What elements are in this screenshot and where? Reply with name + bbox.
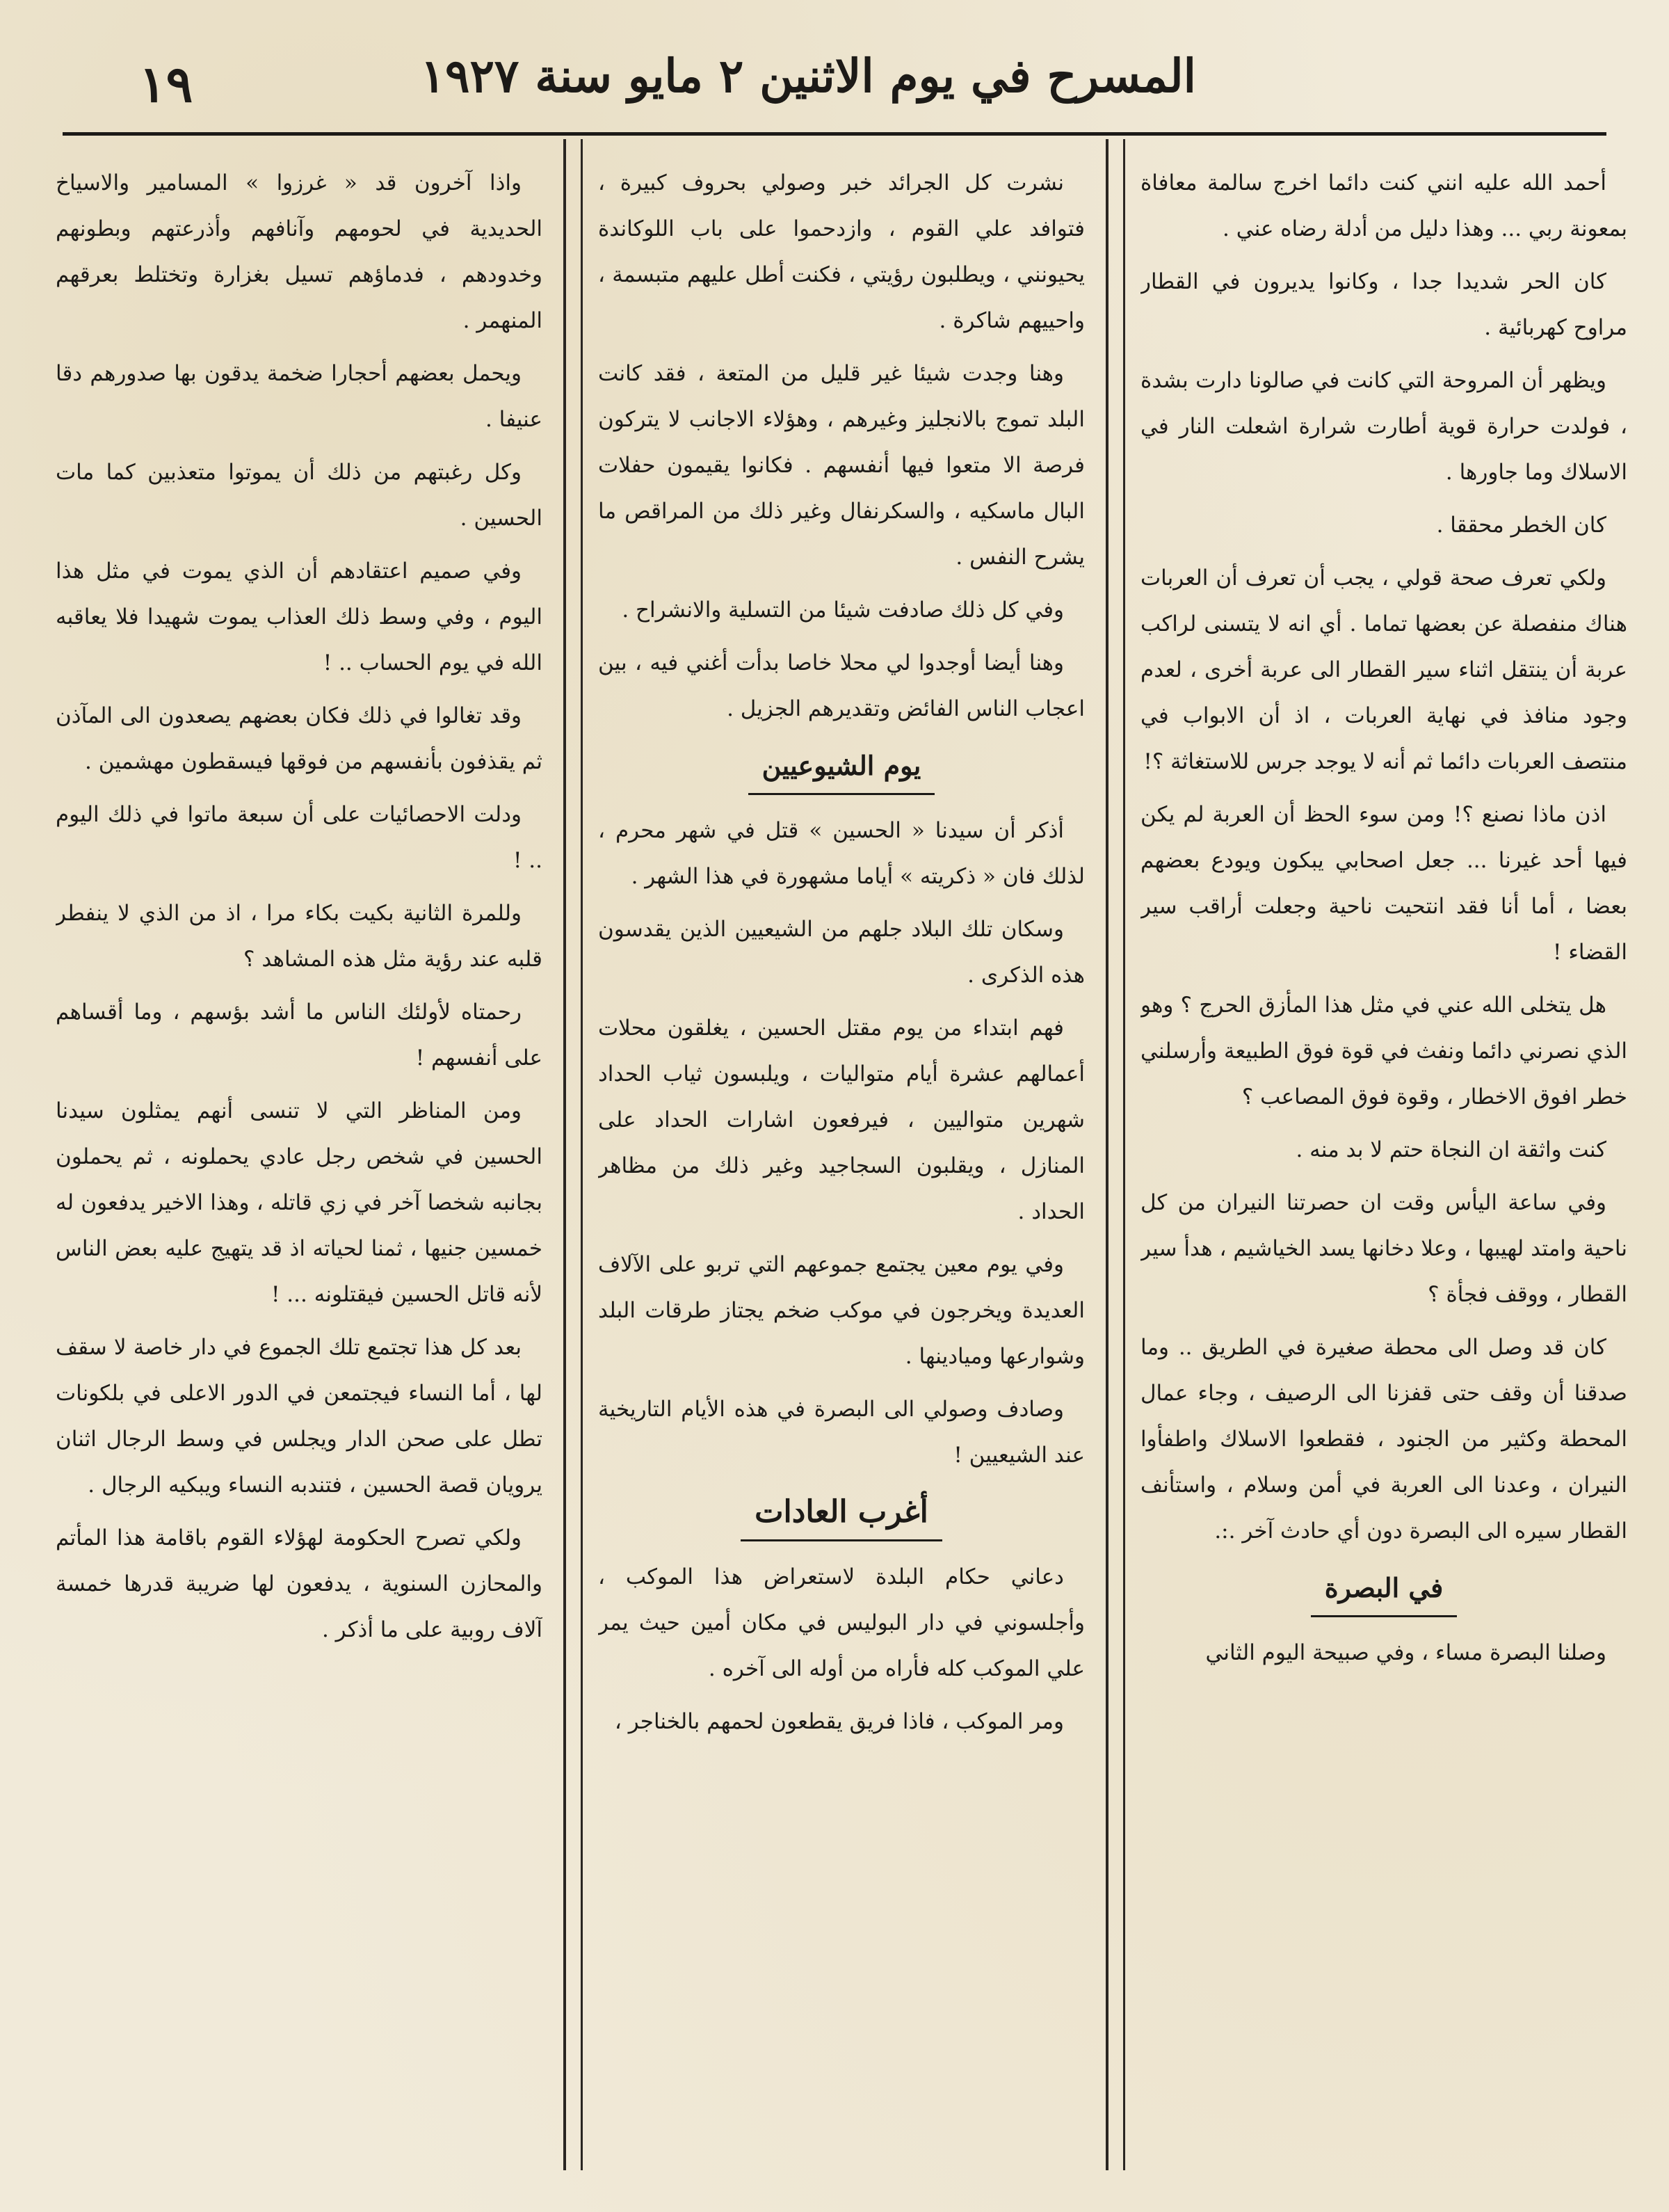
page-number: ١٩ bbox=[139, 54, 193, 113]
paragraph: ولكي تصرح الحكومة لهؤلاء القوم باقامة هذا المأتم والمحازن السنوية ، يدفعون لها ضريبة قدرها خمسة آلاف روبية على ما أذكر . bbox=[56, 1525, 542, 1642]
column-divider-right bbox=[1106, 139, 1108, 2170]
paragraph: واذا آخرون قد « غرزوا » المسامير والاسياخ الحديدية في لحومهم وآنافهم وأذرعتهم وبطونهم وخدودهم ، فدماؤهم تسيل بغزارة وتختلط بعرقهم المنهمر . bbox=[56, 170, 542, 333]
paragraph: هل يتخلى الله عني في مثل هذا المأزق الحرج ؟ وهو الذي نصرني دائما ونفث في قوة فوق الطبيعة وأرسلني خطر افوق الاخطار ، وقوة فوق المصاعب ؟ bbox=[1140, 993, 1627, 1109]
section-heading-basra bbox=[1140, 1564, 1627, 1617]
paragraph: وهنا أيضا أوجدوا لي محلا خاصا بدأت أغني فيه ، بين اعجاب الناس الفائض وتقديرهم الجزيل . bbox=[598, 650, 1085, 721]
paragraph: ويحمل بعضهم أحجارا ضخمة يدقون بها صدورهم دقا عنيفا . bbox=[56, 361, 542, 432]
paragraph: ومر الموكب ، فاذا فريق يقطعون لحمهم بالخناجر ، bbox=[614, 1709, 1064, 1734]
section-heading-strangest-customs bbox=[598, 1488, 1085, 1541]
paragraph: ويظهر أن المروحة التي كانت في صالونا دارت بشدة ، فولدت حرارة قوية أطارت شرارة اشعلت النار في الاسلاك وما جاورها . bbox=[1140, 368, 1627, 485]
paragraph: فهم ابتداء من يوم مقتل الحسين ، يغلقون محلات أعمالهم عشرة أيام متواليات ، ويلبسون ثياب الحداد شهرين متواليين ، فيرفعون اشارات الحداد على المنازل ، ويقلبون السجاجيد وغير ذلك من مظاهر الحداد . bbox=[598, 1016, 1085, 1224]
paragraph: ومن المناظر التي لا تنسى أنهم يمثلون سيدنا الحسين في شخص رجل عادي يحملونه ، ثم يحملون بجانبه شخصا آخر في زي قاتله ، وهذا الاخير يدفعون له خمسين جنيها ، ثمنا لحياته اذ قد يتهيج عليه بعض الناس لأنه قاتل الحسين فيقتلونه ... ! bbox=[56, 1098, 542, 1307]
header-title: المسرح في يوم الاثنين ٢ مايو سنة ١٩٢٧ bbox=[420, 49, 1196, 103]
paragraph: كان الحر شديدا جدا ، وكانوا يديرون في القطار مراوح كهربائية . bbox=[1140, 269, 1627, 340]
section-heading-shiites-day bbox=[598, 742, 1085, 795]
section-heading-text: أغرب العادات bbox=[741, 1488, 942, 1541]
paragraph: رحمتاه لأولئك الناس ما أشد بؤسهم ، وما أقساهم على أنفسهم ! bbox=[56, 1000, 542, 1071]
column-middle bbox=[598, 160, 1085, 2163]
paragraph: أذكر أن سيدنا « الحسين » قتل في شهر محرم ، لذلك فان « ذكريته » أياما مشهورة في هذا الشهر . bbox=[598, 818, 1085, 889]
column-divider-left bbox=[563, 139, 566, 2170]
column-divider-left-inner bbox=[581, 139, 583, 2170]
paragraph: وصادف وصولي الى البصرة في هذه الأيام التاريخية عند الشيعيين ! bbox=[598, 1397, 1085, 1468]
paragraph: وسكان تلك البلاد جلهم من الشيعيين الذين يقدسون هذه الذكرى . bbox=[598, 917, 1085, 988]
paragraph: ودلت الاحصائيات على أن سبعة ماتوا في ذلك اليوم .. ! bbox=[56, 802, 542, 873]
paragraph: وقد تغالوا في ذلك فكان بعضهم يصعدون الى المآذن ثم يقذفون بأنفسهم من فوقها فيسقطون مهشمين . bbox=[56, 703, 542, 774]
section-heading-text: يوم الشيوعيين bbox=[748, 742, 935, 795]
column-divider-right-inner bbox=[1123, 139, 1125, 2170]
paragraph: كان الخطر محققا . bbox=[1436, 513, 1606, 538]
paragraph: وهنا وجدت شيئا غير قليل من المتعة ، فقد كانت البلد تموج بالانجليز وغيرهم ، وهؤلاء الاجانب لا يتركون فرصة الا متعوا فيها أنفسهم . فكانوا يقيمون حفلات البال ماسكيه ، والسكرنفال وغير ذلك من المراقص ما يشرح النفس . bbox=[598, 361, 1085, 570]
paragraph: وصلنا البصرة مساء ، وفي صبيحة اليوم الثاني bbox=[1205, 1640, 1606, 1665]
paragraph: وفي كل ذلك صادفت شيئا من التسلية والانشراح . bbox=[622, 598, 1064, 623]
column-right bbox=[1140, 160, 1627, 2163]
header-rule bbox=[63, 132, 1606, 136]
paragraph: أحمد الله عليه انني كنت دائما اخرج سالمة معافاة بمعونة ربي ... وهذا دليل من أدلة رضاه عني . bbox=[1140, 170, 1627, 241]
paragraph: وفي يوم معين يجتمع جموعهم التي تربو على الآلاف العديدة ويخرجون في موكب ضخم يجتاز طرقات البلد وشوارعها وميادينها . bbox=[598, 1252, 1085, 1369]
paragraph: نشرت كل الجرائد خبر وصولي بحروف كبيرة ، فتوافد علي القوم ، وازدحموا على باب اللوكاندة يحيونني ، ويطلبون رؤيتي ، فكنت أطل عليهم متبسمة ، واحييهم شاكرة . bbox=[598, 170, 1085, 333]
section-heading-text: في البصرة bbox=[1311, 1564, 1458, 1617]
paragraph: وفي صميم اعتقادهم أن الذي يموت في مثل هذا اليوم ، وفي وسط ذلك العذاب يموت شهيدا فلا يعاقبه الله في يوم الحساب .. ! bbox=[56, 559, 542, 675]
paragraph: بعد كل هذا تجتمع تلك الجموع في دار خاصة لا سقف لها ، أما النساء فيجتمعن في الدور الاعلى في بلكونات تطل على صحن الدار ويجلس في وسط الرجال اثنان يرويان قصة الحسين ، فتندبه النساء ويبكيه الرجال . bbox=[56, 1335, 542, 1498]
paragraph: وفي ساعة اليأس وقت ان حصرتنا النيران من كل ناحية وامتد لهيبها ، وعلا دخانها يسد الخياشيم ، هدأ سير القطار ، ووقف فجأة ؟ bbox=[1140, 1190, 1627, 1307]
paragraph: كنت واثقة ان النجاة حتم لا بد منه . bbox=[1296, 1137, 1606, 1162]
page-header bbox=[125, 49, 1196, 132]
paragraph: وكل رغبتهم من ذلك أن يموتوا متعذبين كما مات الحسين . bbox=[56, 460, 542, 531]
paragraph: اذن ماذا نصنع ؟! ومن سوء الحظ أن العربة لم يكن فيها أحد غيرنا ... جعل اصحابي يبكون ويودع بعضهم بعضا ، أما أنا فقد انتحيت ناحية وجعلت أراقب سير القضاء ! bbox=[1140, 802, 1627, 965]
paragraph: دعاني حكام البلدة لاستعراض هذا الموكب ، وأجلسوني في دار البوليس في مكان أمين حيث يمر علي الموكب كله فأراه من أوله الى آخره . bbox=[598, 1564, 1085, 1681]
paragraph: وللمرة الثانية بكيت بكاء مرا ، اذ من الذي لا ينفطر قلبه عند رؤية مثل هذه المشاهد ؟ bbox=[56, 901, 542, 972]
paragraph: كان قد وصل الى محطة صغيرة في الطريق .. وما صدقنا أن وقف حتى قفزنا الى الرصيف ، وجاء عمال المحطة وكثير من الجنود ، فقطعوا الاسلاك واطفأوا النيران ، وعدنا الى العربة في أمن وسلام ، واستأنف القطار سيره الى البصرة دون أي حادث آخر .:. bbox=[1140, 1335, 1627, 1544]
paragraph: ولكي تعرف صحة قولي ، يجب أن تعرف أن العربات هناك منفصلة عن بعضها تماما . أي انه لا يتسنى لراكب عربة أن ينتقل اثناء سير القطار الى عربة أخرى ، لعدم وجود منافذ في نهاية العربات ، اذ أن الابواب في منتصف العربات دائما ثم أنه لا يوجد جرس للاستغاثة ؟! bbox=[1140, 566, 1627, 774]
column-left bbox=[56, 160, 542, 2163]
